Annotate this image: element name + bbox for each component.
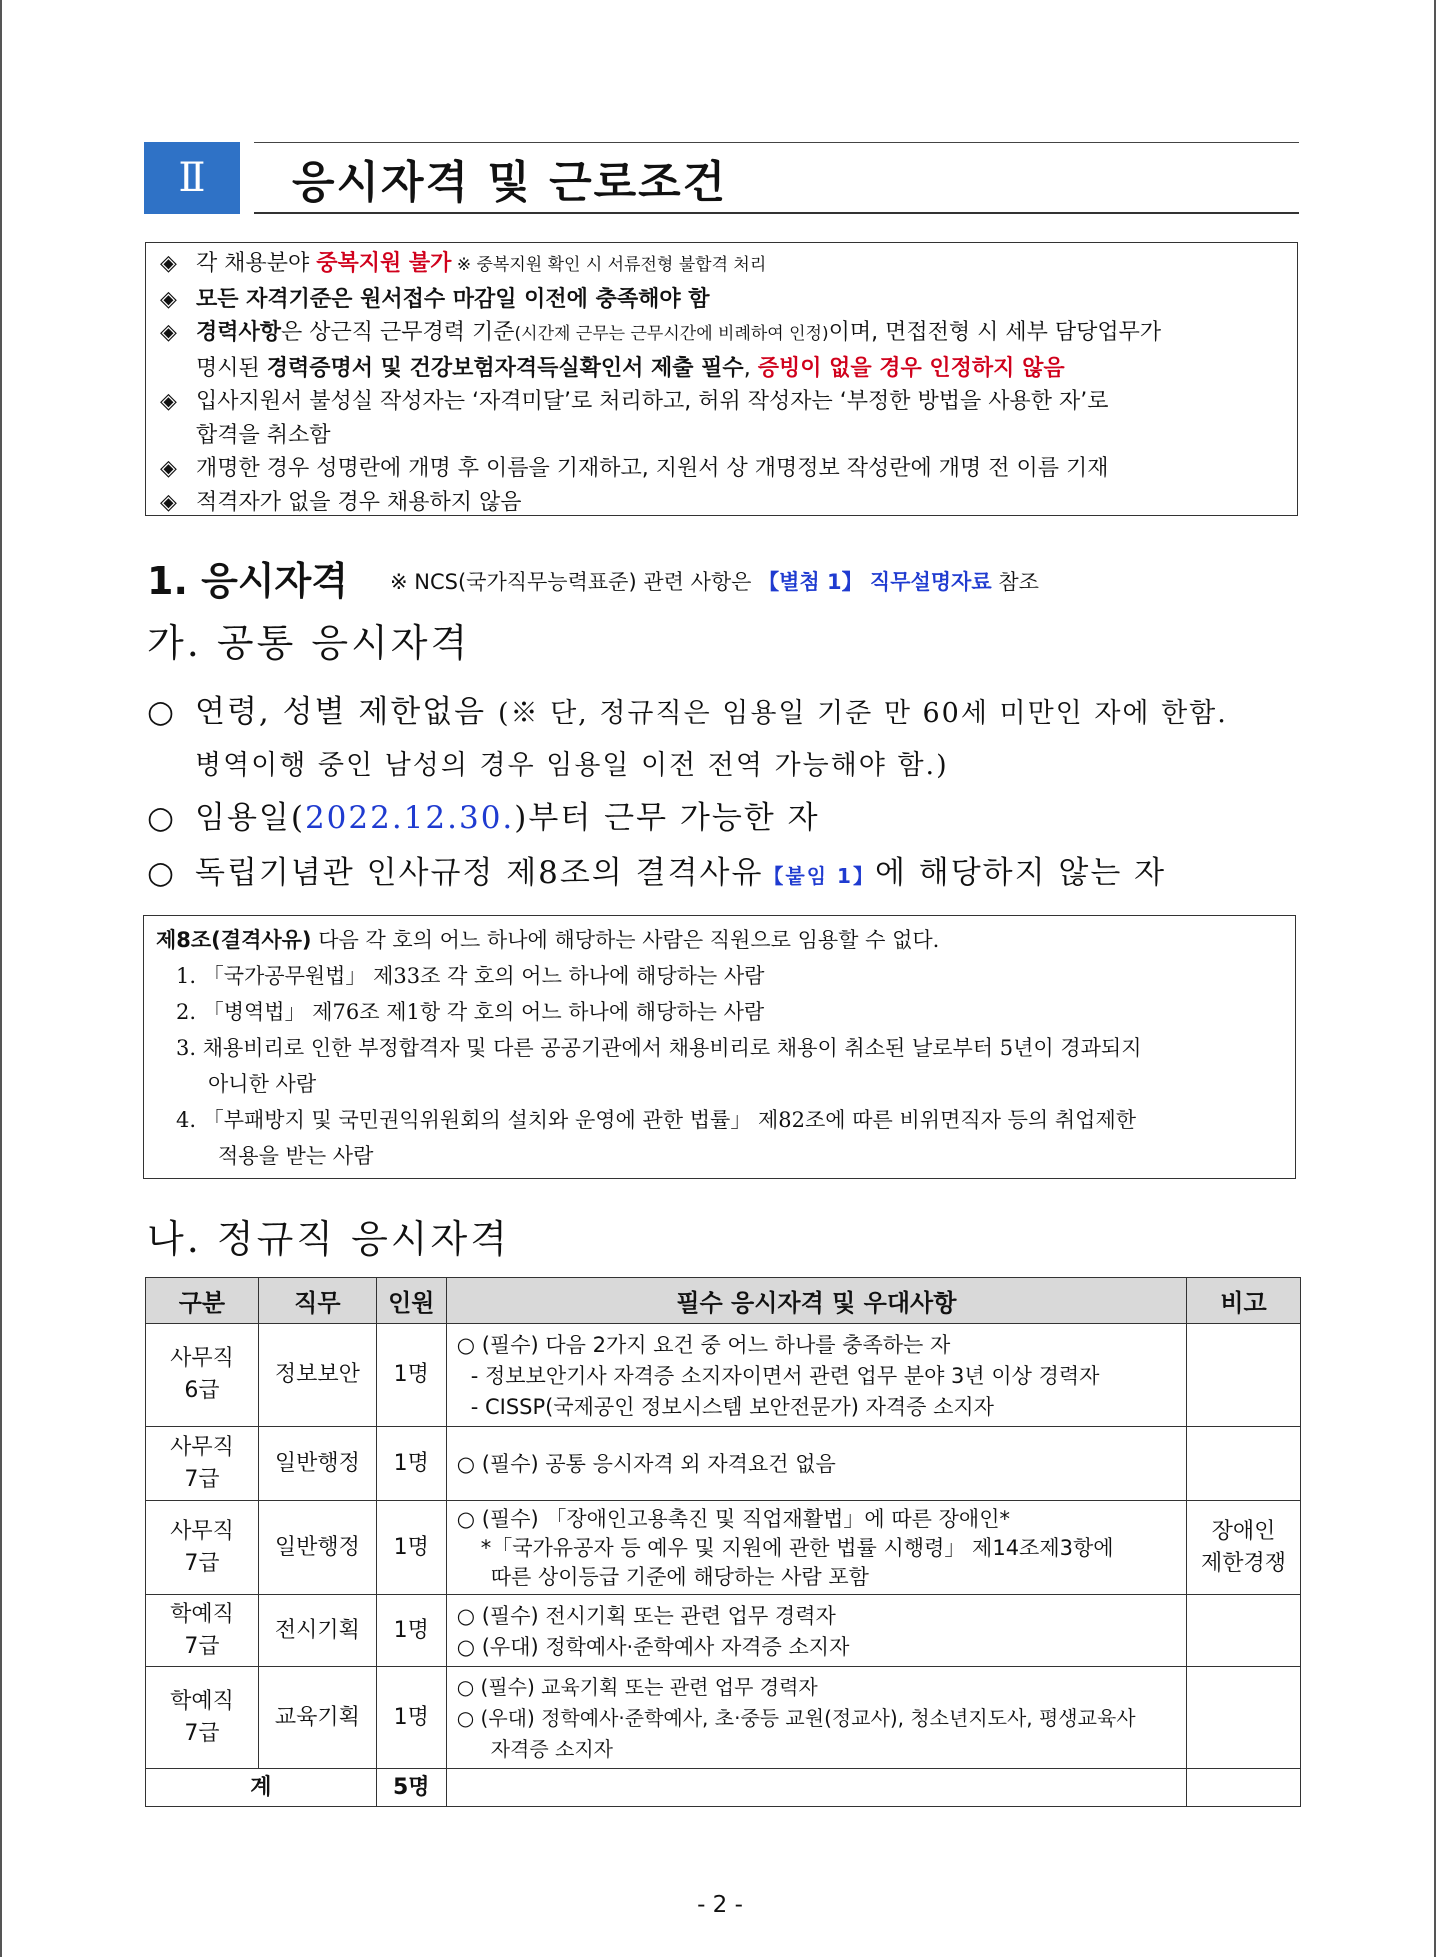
notice-note: ※ 중복지원 확인 시 서류전형 불합격 처리 — [451, 255, 767, 275]
note-cell — [1187, 1595, 1301, 1667]
table-total-row — [146, 1769, 1301, 1807]
grade-text: 7급 — [184, 1466, 220, 1492]
requirement-line: - 정보보안기사 자격증 소지자이면서 관련 업무 분야 3년 이상 경력자 — [470, 1363, 1100, 1388]
article-box — [143, 915, 1296, 1179]
table-row — [146, 1595, 1301, 1667]
note-cell — [1187, 1667, 1301, 1769]
requirement-line: ○ (우대) 정학예사·준학예사 자격증 소지자 — [456, 1634, 850, 1659]
article-item: 1. 「국가공무원법」 제33조 각 호의 어느 하나에 해당하는 사람 — [176, 964, 765, 988]
circle-bullet-icon: ○ — [147, 855, 177, 891]
notice-text: 개명한 경우 성명란에 개명 후 이름을 기재하고, 지원서 상 개명정보 작성란에 개명 전 이름 기재 — [196, 456, 1109, 481]
requirement-line: - CISSP(국제공인 정보시스템 보안전문가) 자격증 소지자 — [470, 1394, 994, 1419]
grade-cell — [146, 1595, 259, 1667]
note-text: 제한경쟁 — [1201, 1550, 1287, 1576]
total-count: 5명 — [376, 1769, 446, 1807]
attachment-ref: 【붙임 1】 — [763, 864, 875, 888]
grade-text: 학예직 — [170, 1688, 234, 1714]
article-item: 2. 「병역법」 제76조 제1항 각 호의 어느 하나에 해당하는 사람 — [176, 1000, 765, 1024]
item-text: (※ 단, 정규직은 임용일 기준 만 60세 미만인 자에 한함. — [497, 698, 1228, 729]
job-cell: 교육기획 — [258, 1667, 376, 1769]
table-row — [146, 1501, 1301, 1595]
notice-box — [145, 242, 1298, 516]
diamond-bullet-icon: ◈ — [160, 320, 177, 345]
requirement-line: ○ (필수) 「장애인고용촉진 및 직업재활법」에 따른 장애인* — [456, 1507, 1010, 1531]
requirement-line: *「국가유공자 등 예우 및 지원에 관한 법률 시행령」 제14조제3항에 — [480, 1536, 1114, 1560]
page-number: - 2 - — [697, 1892, 743, 1918]
diamond-bullet-icon: ◈ — [160, 251, 177, 276]
heading-common: 가. 공통 응시자격 — [147, 621, 471, 665]
heading-qualification: 1. 응시자격 — [147, 559, 348, 603]
requirement-line: ○ (필수) 전시기획 또는 관련 업무 경력자 — [456, 1603, 836, 1628]
section-number: Ⅱ — [144, 142, 240, 214]
notice-line — [160, 247, 1287, 283]
notice-text: 입사지원서 불성실 작성자는 ‘자격미달’로 처리하고, 허위 작성자는 ‘부정한 방법을 사용한 자’로 — [196, 389, 1109, 414]
common-item-3 — [147, 847, 1166, 892]
requirement-line: ○ (우대) 정학예사·준학예사, 초·중등 교원(정교사), 청소년지도사, 평생교육사 — [456, 1706, 1136, 1730]
section-title: 응시자격 및 근로조건 — [292, 157, 728, 208]
attachment-ref: 【별첨 1】 직무설명자료 — [758, 570, 992, 594]
column-header: 비고 — [1187, 1278, 1301, 1324]
note-cell — [1187, 1427, 1301, 1501]
item-text: 에 해당하지 않는 자 — [874, 855, 1167, 891]
grade-text: 7급 — [184, 1720, 220, 1746]
article-head — [156, 922, 1285, 958]
grade-cell — [146, 1427, 259, 1501]
header-rule-bottom — [254, 212, 1299, 214]
appointment-date: 2022.12.30. — [304, 800, 515, 836]
job-cell: 일반행정 — [258, 1501, 376, 1595]
diamond-bullet-icon: ◈ — [160, 456, 177, 481]
article-item-cont: 아니한 사람 — [208, 1072, 317, 1096]
heading-regular: 나. 정규직 응시자격 — [147, 1217, 510, 1261]
count-cell: 1명 — [376, 1595, 446, 1667]
count-cell: 1명 — [376, 1501, 446, 1595]
grade-text: 사무직 — [170, 1346, 234, 1371]
note-cell — [1187, 1501, 1301, 1595]
article-item: 3. 채용비리로 인한 부정합격자 및 다른 공공기관에서 채용비리로 채용이 취소된 날로부터 5년이 경과되지 — [176, 1036, 1142, 1060]
column-header: 직무 — [258, 1278, 376, 1324]
circle-bullet-icon: ○ — [147, 694, 177, 730]
requirement-line: ○ (필수) 다음 2가지 요건 중 어느 하나를 충족하는 자 — [456, 1332, 951, 1357]
notice-line — [160, 283, 1287, 317]
notice-red: 증빙이 없을 경우 인정하지 않음 — [757, 355, 1065, 381]
grade-text: 7급 — [184, 1550, 220, 1576]
table-row — [146, 1667, 1301, 1769]
column-header: 구분 — [146, 1278, 259, 1324]
duplicate-ban-text: 중복지원 불가 — [316, 251, 452, 276]
notice-note: (시간제 근무는 근무시간에 비례하여 인정) — [514, 324, 829, 344]
grade-cell — [146, 1501, 259, 1595]
notice-line-cont — [160, 352, 1287, 386]
item-text: )부터 근무 가능한 자 — [514, 800, 820, 836]
grade-text: 사무직 — [170, 1434, 234, 1460]
table-row — [146, 1324, 1301, 1427]
notice-line — [160, 385, 1287, 419]
requirement-cell — [446, 1667, 1186, 1769]
notice-text: 적격자가 없을 경우 채용하지 않음 — [196, 489, 522, 515]
requirement-line: 따른 상이등급 기준에 해당하는 사람 포함 — [490, 1565, 869, 1589]
item-text: 연령, 성별 제한없음 — [195, 694, 498, 730]
count-cell: 1명 — [376, 1667, 446, 1769]
ncs-note — [390, 566, 1039, 596]
grade-text: 사무직 — [170, 1518, 234, 1544]
note-text: 장애인 — [1211, 1518, 1276, 1544]
notice-line-cont: 합격을 취소함 — [196, 422, 331, 448]
notice-line — [160, 316, 1287, 352]
requirement-line: 자격증 소지자 — [490, 1737, 613, 1761]
section-header — [144, 142, 1299, 214]
grade-text: 7급 — [184, 1633, 220, 1659]
notice-bold: 경력사항 — [196, 320, 282, 345]
article-item: 4. 「부패방지 및 국민권익위원회의 설치와 운영에 관한 법률」 제82조에 따른 비위면직자 등의 취업제한 — [176, 1108, 1137, 1132]
total-label: 계 — [146, 1769, 377, 1807]
requirement-cell — [446, 1324, 1186, 1427]
total-empty-cell — [1187, 1769, 1301, 1807]
notice-text: 은 상근직 근무경력 기준 — [281, 320, 515, 345]
job-cell: 정보보안 — [258, 1324, 376, 1427]
column-header: 인원 — [376, 1278, 446, 1324]
diamond-bullet-icon: ◈ — [160, 389, 177, 414]
grade-text: 학예직 — [170, 1601, 234, 1627]
diamond-bullet-icon: ◈ — [160, 489, 177, 515]
note-cell — [1187, 1324, 1301, 1427]
notice-text: 각 채용분야 — [196, 251, 317, 276]
ncs-note-text: 참조 — [991, 570, 1039, 594]
common-item-1-cont: 병역이행 중인 남성의 경우 임용일 이전 전역 가능해야 함.) — [195, 750, 949, 781]
notice-line — [160, 452, 1287, 486]
article-item-cont: 적용을 받는 사람 — [218, 1144, 374, 1168]
notice-bold: 경력증명서 및 건강보험자격득실확인서 제출 필수 — [266, 355, 744, 381]
job-cell: 전시기획 — [258, 1595, 376, 1667]
notice-text: 모든 자격기준은 원서접수 마감일 이전에 충족해야 함 — [196, 286, 710, 312]
table-header-row — [146, 1278, 1301, 1324]
notice-text: 명시된 — [196, 355, 267, 381]
item-text: 임용일( — [195, 800, 305, 836]
notice-line — [160, 486, 1287, 520]
grade-cell — [146, 1324, 259, 1427]
requirement-cell — [446, 1427, 1186, 1501]
diamond-bullet-icon: ◈ — [160, 286, 177, 312]
common-item-2 — [147, 792, 820, 837]
article-title: 제8조(결격사유) — [156, 928, 312, 952]
item-text: 독립기념관 인사규정 제8조의 결격사유 — [195, 855, 764, 891]
count-cell: 1명 — [376, 1427, 446, 1501]
column-header: 필수 응시자격 및 우대사항 — [446, 1278, 1186, 1324]
ncs-note-text: ※ NCS(국가직무능력표준) 관련 사항은 — [390, 570, 759, 594]
total-empty-cell — [446, 1769, 1186, 1807]
qualification-table — [145, 1277, 1301, 1807]
grade-cell — [146, 1667, 259, 1769]
circle-bullet-icon: ○ — [147, 800, 177, 836]
requirement-line: ○ (필수) 교육기획 또는 관련 업무 경력자 — [456, 1675, 818, 1699]
grade-text: 6급 — [184, 1378, 220, 1403]
requirement-cell — [446, 1501, 1186, 1595]
count-cell: 1명 — [376, 1324, 446, 1427]
common-item-1 — [147, 686, 1228, 731]
notice-text: 이며, 면접전형 시 세부 담당업무가 — [828, 320, 1162, 345]
requirement-line: ○ (필수) 공통 응시자격 외 자격요건 없음 — [456, 1452, 836, 1476]
requirement-cell — [446, 1595, 1186, 1667]
table-row — [146, 1427, 1301, 1501]
job-cell: 일반행정 — [258, 1427, 376, 1501]
notice-text: , — [743, 355, 758, 381]
article-text: 다음 각 호의 어느 하나에 해당하는 사람은 직원으로 임용할 수 없다. — [311, 928, 940, 952]
